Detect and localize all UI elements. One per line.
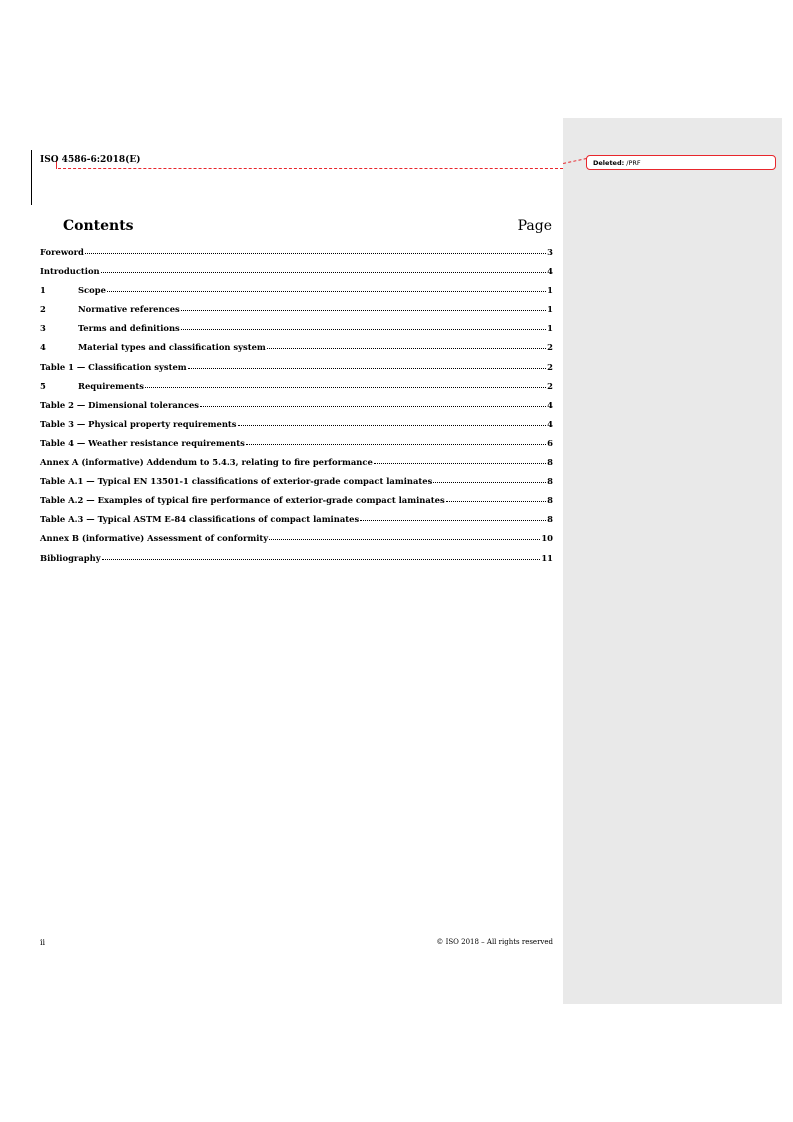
toc-entry[interactable] — [40, 456, 553, 475]
toc-entry-title: Table A.2 — Examples of typical fire performance of exterior-grade compact laminates — [40, 495, 445, 506]
toc-entry[interactable] — [40, 513, 553, 532]
toc-entry-title: Table 1 — Classification system — [40, 361, 187, 372]
toc-entry-page: 4 — [547, 418, 553, 429]
toc-entry-title: Introduction — [40, 266, 100, 277]
comment-label: Deleted: — [593, 159, 625, 167]
toc-entry-page: 8 — [547, 495, 553, 506]
toc-entry-number: 2 — [40, 304, 46, 315]
toc-entry[interactable] — [40, 265, 553, 284]
toc-entry-page: 4 — [547, 399, 553, 410]
contents-title: Contents — [63, 218, 134, 234]
toc-entry[interactable] — [40, 284, 553, 303]
toc-entry-title: Table 4 — Weather resistance requirements — [40, 437, 245, 448]
toc-leader-dots — [181, 302, 546, 311]
toc-entry-page: 3 — [547, 247, 553, 257]
toc-entry-page: 1 — [547, 285, 553, 296]
document-id: ISO 4586-6:2018(E) — [40, 155, 141, 165]
toc-leader-dots — [101, 264, 547, 273]
toc-entry[interactable] — [40, 380, 553, 399]
toc-entry-page: 2 — [547, 380, 553, 391]
toc-entry[interactable] — [40, 303, 553, 322]
toc-entry-number: 5 — [40, 380, 46, 391]
toc-leader-dots — [200, 398, 546, 407]
toc-leader-dots — [238, 417, 547, 426]
toc-entry-title: Scope — [78, 285, 106, 296]
toc-entry-title: Table 3 — Physical property requirements — [40, 418, 237, 429]
toc-entry-page: 8 — [547, 476, 553, 487]
toc-entry[interactable] — [40, 532, 553, 551]
toc-entry[interactable] — [40, 552, 553, 571]
toc-entry[interactable] — [40, 494, 553, 513]
footer-page-number: ii — [40, 938, 46, 947]
toc-entry-title: Table A.1 — Typical EN 13501-1 classifications of exterior-grade compact laminates — [40, 476, 433, 487]
toc-leader-dots — [446, 493, 546, 502]
toc-leader-dots — [374, 455, 546, 464]
toc-entry-page: 8 — [547, 514, 553, 525]
toc-leader-dots — [145, 379, 546, 388]
revision-comment-balloon[interactable] — [586, 155, 776, 170]
toc-entry-page: 11 — [541, 552, 553, 563]
toc-entry-title: Table 2 — Dimensional tolerances — [40, 399, 200, 410]
toc-leader-dots — [188, 360, 547, 369]
toc-entry-title: Requirements — [78, 380, 145, 391]
toc-entry-page: 1 — [547, 323, 553, 334]
toc-entry-page: 2 — [547, 342, 553, 353]
toc-entry-title: Annex A (informative) Addendum to 5.4.3, relating to fire performance — [40, 457, 373, 468]
toc-leader-dots — [181, 321, 546, 330]
toc-leader-dots — [433, 474, 546, 483]
toc-entry-title: Normative references — [78, 304, 180, 315]
toc-entry[interactable] — [40, 341, 553, 360]
comment-leader-line — [58, 168, 563, 169]
toc-leader-dots — [360, 512, 546, 521]
toc-entry-page: 2 — [547, 361, 553, 372]
toc-leader-dots — [102, 551, 541, 560]
toc-entry-page: 6 — [547, 437, 553, 448]
toc-leader-dots — [85, 245, 546, 254]
toc-entry-page: 1 — [547, 304, 553, 315]
toc-entry[interactable] — [40, 437, 553, 456]
toc-entry-page: 8 — [547, 457, 553, 468]
toc-entry-title: Foreword — [40, 247, 84, 257]
markup-pane — [563, 118, 782, 1004]
toc-entry[interactable] — [40, 475, 553, 494]
footer-copyright: © ISO 2018 – All rights reserved — [436, 938, 553, 946]
comment-text: /PRF — [624, 159, 641, 167]
toc-leader-dots — [269, 531, 540, 540]
toc-entry-title: Table A.3 — Typical ASTM E-84 classifications of compact laminates — [40, 514, 360, 525]
toc-leader-dots — [107, 283, 546, 292]
toc-entry[interactable] — [40, 418, 553, 437]
toc-entry[interactable] — [40, 246, 553, 265]
toc-entry[interactable] — [40, 322, 553, 341]
toc-entry-number: 3 — [40, 323, 46, 334]
toc-entry-title: Material types and classification system — [78, 342, 266, 353]
toc-leader-dots — [267, 340, 546, 349]
toc-entry[interactable] — [40, 399, 553, 418]
toc-entry-number: 1 — [40, 285, 46, 296]
toc-entry[interactable] — [40, 361, 553, 380]
page-column-label: Page — [517, 218, 552, 234]
toc-leader-dots — [246, 436, 546, 445]
table-of-contents — [40, 246, 553, 571]
toc-entry-page: 4 — [547, 266, 553, 277]
toc-entry-page: 10 — [541, 533, 553, 544]
change-bar — [31, 150, 32, 205]
toc-entry-title: Bibliography — [40, 552, 101, 563]
toc-entry-title: Terms and definitions — [78, 323, 180, 334]
toc-entry-title: Annex B (informative) Assessment of conformity — [40, 533, 269, 544]
toc-entry-number: 4 — [40, 342, 46, 353]
